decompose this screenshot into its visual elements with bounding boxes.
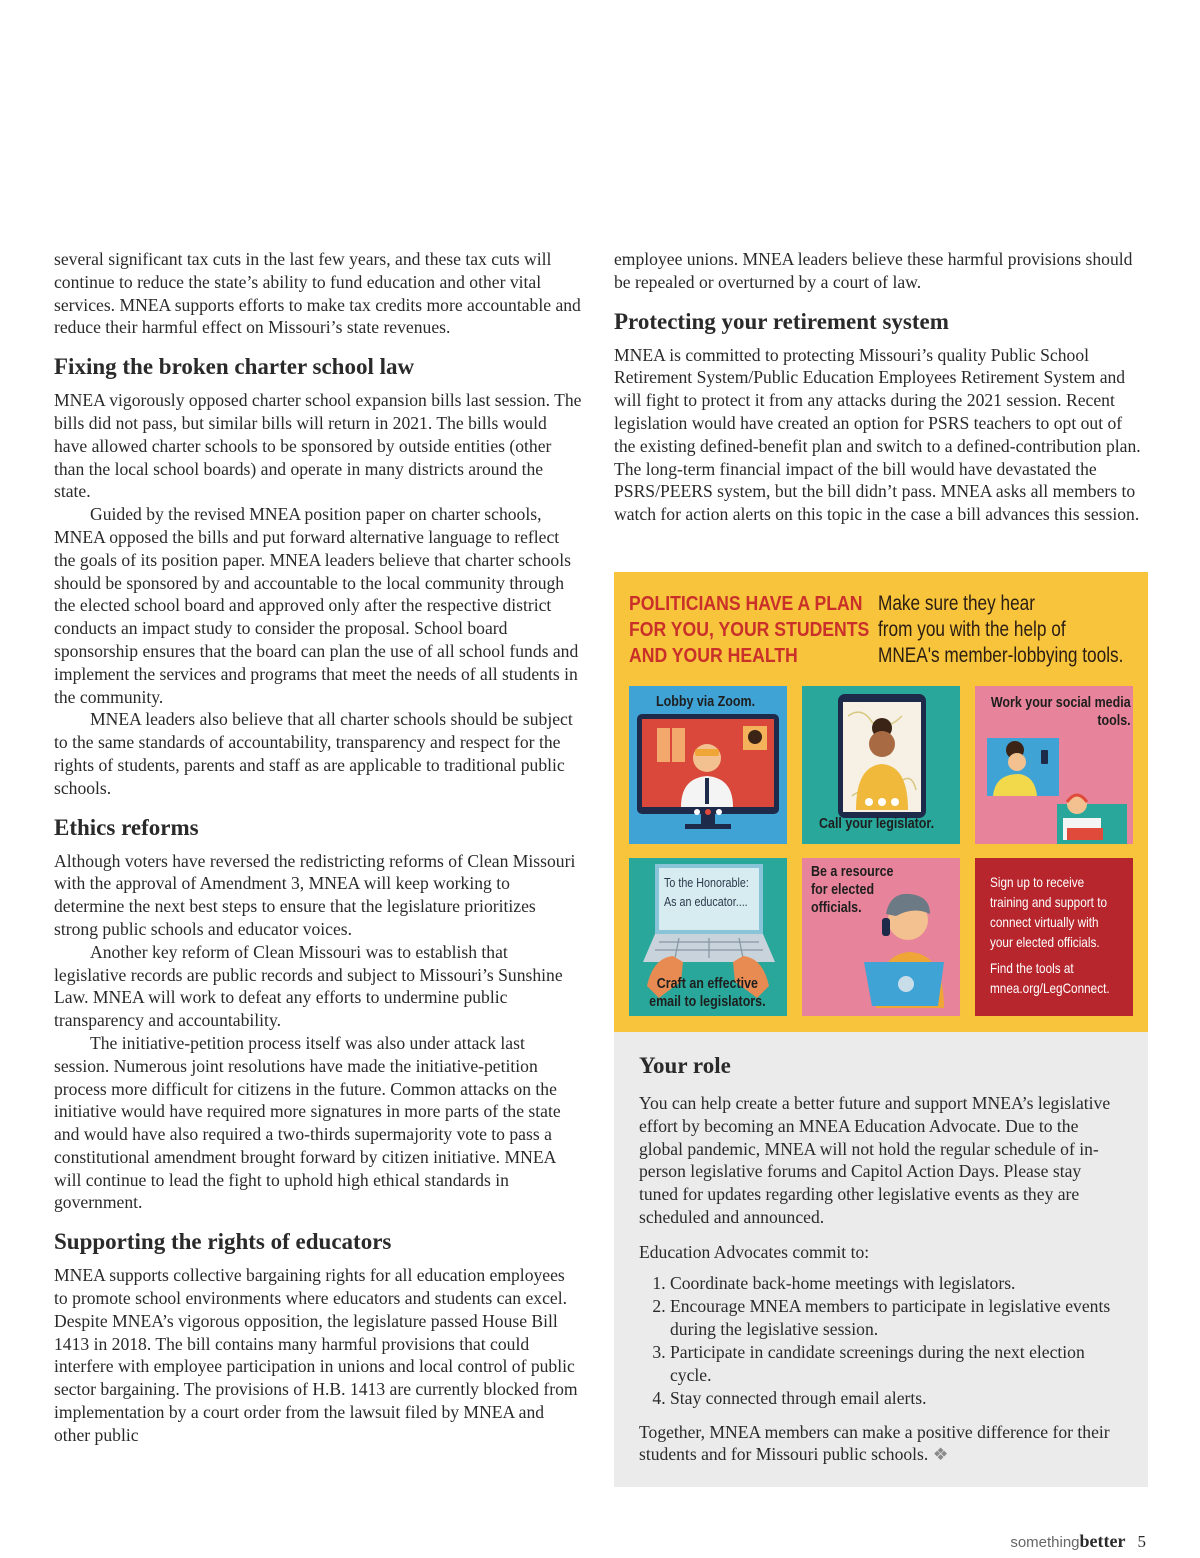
social-line: Work your social media [990, 695, 1131, 711]
email-label-line: Craft an effective [656, 976, 758, 992]
list-item: 2. Encourage MNEA members to participate in legislative events during the legislative session. [670, 1295, 1122, 1341]
infographic-subheadline [878, 591, 1123, 669]
subheadline-line: MNEA's member-lobbying tools. [878, 644, 1124, 667]
headline-line: AND YOUR HEALTH [629, 644, 798, 667]
subheadline-line: from you with the help of [878, 618, 1066, 641]
tile-email-label [642, 975, 773, 1011]
social-line: tools. [1097, 713, 1131, 729]
email-screen-text [664, 874, 749, 912]
resource-line: for elected [811, 882, 875, 898]
email-label-line: email to legislators. [649, 994, 766, 1010]
end-mark-icon: ❖ [932, 1444, 949, 1465]
your-role-box [614, 1032, 1148, 1487]
ethics-paragraph-1: Although voters have reversed the redistricting reforms of Clean Missouri with the approval of Amendment 3, MNEA will keep working to determine the next best steps to ensure that the legislature prioritizes strong public schools and educator voices. [54, 850, 576, 939]
tile-call-label: Call your legislator. [819, 816, 935, 832]
signup-line: connect virtually with [990, 914, 1099, 930]
person-with-laptop-icon [802, 858, 960, 1016]
tile-sign-up [975, 858, 1133, 1016]
signup-text [990, 872, 1107, 952]
charter-paragraph-1: MNEA vigorously opposed charter school expansion bills last session. The bills did not pass, but similar bills will return in 2021. The bills would have allowed charter schools to be sponsored by outside entities (other than the local school boards) and operate in many districts around the state. [54, 390, 582, 502]
list-item: 4. Stay connected through email alerts. [670, 1387, 1122, 1410]
ethics-paragraph-3: The initiative-petition process itself was also under attack last session. Numerous joint resolutions have made the initiative-petition process more difficult for citizens in the future. Common attacks on the initiative would have required more signatures in more parts of the state and would have also required a two-thirds supermajority vote to pass a constitutional amendment brought forward by citizen initiative. MNEA will continue to lead the fight to uphold high ethical standards in government. [54, 1032, 561, 1213]
tile-zoom-label: Lobby via Zoom. [656, 694, 756, 710]
ethics-heading: Ethics reforms [54, 814, 199, 840]
infographic-headline [629, 591, 870, 669]
resource-line: officials. [811, 900, 862, 916]
tile-social-media [975, 686, 1133, 844]
find-line: mnea.org/LegConnect. [990, 980, 1110, 996]
brand-prefix: something [1010, 1534, 1080, 1551]
charter-paragraph-2: Guided by the revised MNEA position paper on charter schools, MNEA opposed the bills and put forward alternative language to reflect the goals of its position paper. MNEA leaders believe that charter schools should be sponsored by and accountable to the local community through the elected school board and approved only after the respective district conducts an impact study to consider the proposal. School board sponsorship ensures that the board can plan the use of all school funds and implement the services and programs that meet the needs of all students in the community. [54, 504, 579, 707]
list-item: 3. Participate in candidate screenings during the next election cycle. [670, 1341, 1122, 1387]
retirement-heading: Protecting your retirement system [614, 308, 949, 334]
signup-line: your elected officials. [990, 934, 1100, 950]
tile-be-resource [802, 858, 960, 1016]
charter-paragraph-3: MNEA leaders also believe that all charter schools should be subject to the same standards of accountability, transparency and respect for the rights of students, parents and staff as are applicable to traditional public schools. [54, 709, 573, 798]
tile-craft-email [629, 858, 787, 1016]
continuation-paragraph: employee unions. MNEA leaders believe these harmful provisions should be repealed or overturned by a court of law. [614, 249, 1133, 292]
intro-paragraph: several significant tax cuts in the last few years, and these tax cuts will continue to reduce the state’s ability to fund education and other vital services. MNEA supports efforts to make tax credits more accountable and reduce their harmful effect on Missouri’s state revenues. [54, 249, 581, 338]
find-tools-text [990, 958, 1110, 998]
page-number: 5 [1137, 1532, 1146, 1551]
brand-suffix: better [1079, 1531, 1126, 1551]
your-role-paragraph: You can help create a better future and support MNEA’s legislative effort by becoming an MNEA Education Advocate. Due to the global pandemic, MNEA will not hold the regular schedule of in-person legislative forums and Capitol Action Days. Please stay tuned for updates regarding other legislative events as they are scheduled and announced. [639, 1093, 1111, 1227]
email-screen-line: As an educator.... [664, 895, 748, 909]
headline-line: POLITICIANS HAVE A PLAN [629, 592, 863, 615]
subheadline-line: Make sure they hear [878, 592, 1035, 615]
retirement-paragraph: MNEA is committed to protecting Missouri’s quality Public School Retirement System/Public Education Employees Retirement System and will fight to protect it from any attacks during the 2021 session. Recent legislation would have created an option for PSRS teachers to opt out of the existing defined-benefit plan and switch to a defined-contribution plan. The long-term financial impact of the bill would have devastated the PSRS/PEERS system, but the bill didn’t pass. MNEA asks all members to watch for action alerts on this topic in the case a bill advances this session. [614, 344, 1141, 525]
advocate-commitments-list [670, 1272, 1122, 1410]
left-column [54, 248, 582, 1447]
right-column [614, 248, 1146, 526]
rights-heading: Supporting the rights of educators [54, 1229, 392, 1255]
video-call-icon [629, 686, 787, 844]
closing-text: Together, MNEA members can make a positive difference for their students and for Missouri public schools. [639, 1421, 1110, 1465]
signup-line: Sign up to receive [990, 874, 1085, 890]
signup-line: training and support to [990, 894, 1108, 910]
page-footer [1010, 1531, 1146, 1552]
lobbying-infographic [614, 572, 1148, 1032]
ethics-paragraph-2: Another key reform of Clean Missouri was to establish that legislative records are public records and subject to Missouri’s Sunshine Law. MNEA will work to defeat any efforts to undermine public transparency and accountability. [54, 941, 563, 1031]
social-media-icon [975, 686, 1133, 844]
tile-call-legislator [802, 686, 960, 844]
closing-paragraph [639, 1421, 1122, 1467]
headline-line: FOR YOU, YOUR STUDENTS [629, 618, 870, 641]
resource-line: Be a resource [811, 864, 894, 880]
charter-heading: Fixing the broken charter school law [54, 354, 415, 380]
list-item: 1. Coordinate back-home meetings with legislators. [670, 1272, 1122, 1295]
advocates-intro: Education Advocates commit to: [639, 1241, 870, 1262]
tile-lobby-zoom [629, 686, 787, 844]
email-screen-line: To the Honorable: [664, 876, 749, 890]
find-line: Find the tools at [990, 960, 1074, 976]
rights-paragraph-1: MNEA supports collective bargaining rights for all education employees to promote school environments where educators and students can excel. Despite MNEA’s vigorous opposition, the legislature passed House Bill 1413 in 2018. The bill contains many harmful provisions that could interfere with employee participation in unions and local control of public sector bargaining. The provisions of H.B. 1413 are currently blocked from implementation by a court order from the lawsuit filed by MNEA and other public [54, 1265, 578, 1445]
your-role-heading: Your role [639, 1053, 731, 1078]
